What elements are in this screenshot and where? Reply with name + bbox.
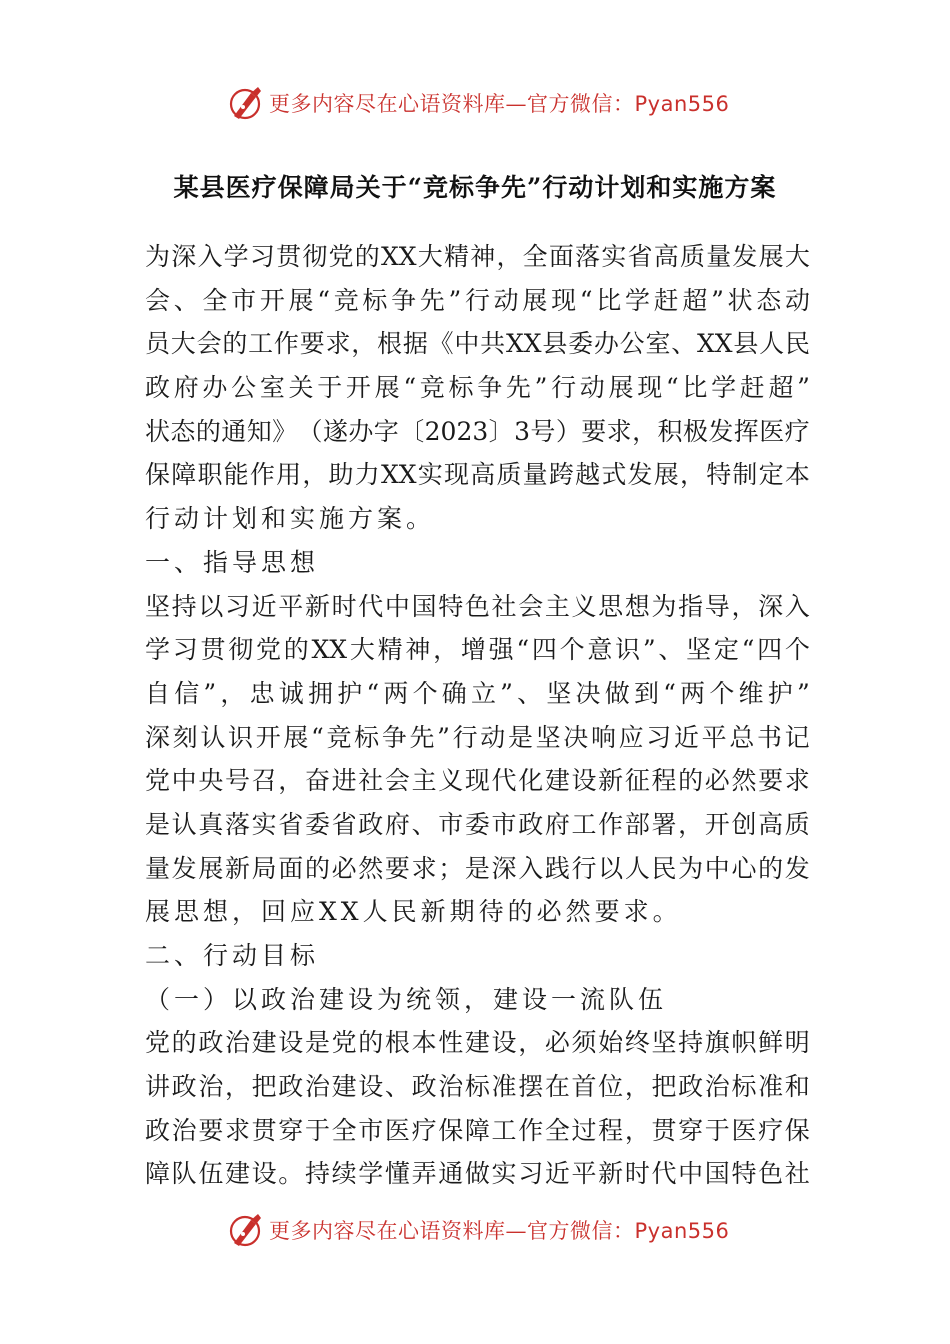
body-line: 障 队 伍 建 设 。 持 续 学 懂 弄 通 做 实 习 近 平 新 时 代 中 国 特 色 社 [145, 1159, 810, 1189]
body-line: 党 中 央 号 召 ， 奋 进 社 会 主 义 现 代 化 建 设 新 征 程 的 必 然 要 求 [145, 766, 810, 796]
body-line: 量 发 展 新 局 面 的 必 然 要 求 ； 是 深 入 践 行 以 人 民 为 中 心 的 发 [145, 853, 810, 883]
body-line: 学 习 贯 彻 党 的 XX 大 精 神 ， 增 强 “ 四 个 意 识 ” 、 坚 定 “ 四 个 [145, 635, 810, 665]
watermark-footer [225, 1210, 729, 1250]
body-line: 为 深 入 学 习 贯 彻 党 的 XX 大 精 神 ， 全 面 落 实 省 高 质 量 发 展 大 [145, 242, 810, 271]
pen-nib-circle-icon [225, 1210, 265, 1250]
body-line: 行动计划和实施方案。 [145, 504, 436, 534]
body-line: 坚 持 以 习 近 平 新 时 代 中 国 特 色 社 会 主 义 思 想 为 指 导 ， 深 入 [145, 591, 810, 621]
body-line: 政 府 办 公 室 关 于 开 展 “ 竞 标 争 先 ” 行 动 展 现 “ 比 学 赶 超 ” [145, 373, 810, 403]
watermark-header [225, 83, 729, 123]
body-line: 二、行动目标 [145, 941, 320, 970]
document-title: 某县医疗保障局关于“竞标争先”行动计划和实施方案 [173, 173, 777, 202]
body-line: 员 大 会 的 工 作 要 求 ， 根 据 《 中 共 XX 县 委 办 公 室 、 XX 县 人 民 [145, 329, 810, 359]
body-line: 状 态 的 通 知 》 （ 遂 办 字 〔 2023 〕 3 号 ） 要 求 ， 积 极 发 挥 医 疗 [145, 416, 810, 446]
body-line: 党 的 政 治 建 设 是 党 的 根 本 性 建 设 ， 必 须 始 终 坚 持 旗 帜 鲜 明 [145, 1028, 810, 1058]
body-line: （一）以政治建设为统领，建设一流队伍 [145, 984, 668, 1014]
body-line: 是 认 真 落 实 省 委 省 政 府 、 市 委 市 政 府 工 作 部 署 ， 开 创 高 质 [145, 809, 810, 839]
body-line: 会 、 全 市 开 展 “ 竞 标 争 先 ” 行 动 展 现 “ 比 学 赶 超 ” 状 态 动 [145, 285, 810, 315]
body-line: 一、指导思想 [145, 547, 320, 577]
body-line: 保 障 职 能 作 用 ， 助 力 XX 实 现 高 质 量 跨 越 式 发 展 ， 特 制 定 本 [145, 460, 810, 490]
body-line: 自 信 ” ， 忠 诚 拥 护 “ 两 个 确 立 ” 、 坚 决 做 到 “ 两 个 维 护 ” [145, 678, 810, 708]
body-line: 讲 政 治 ， 把 政 治 建 设 、 政 治 标 准 摆 在 首 位 ， 把 政 治 标 准 和 [145, 1072, 810, 1102]
pen-nib-circle-icon [225, 83, 265, 123]
watermark-text: 更多内容尽在心语资料库—官方微信：Pyan556 [269, 92, 730, 116]
body-line: 政 治 要 求 贯 穿 于 全 市 医 疗 保 障 工 作 全 过 程 ， 贯 穿 于 医 疗 保 [145, 1115, 810, 1145]
body-line: 展思想，回应XX人民新期待的必然要求。 [145, 897, 682, 927]
watermark-text: 更多内容尽在心语资料库—官方微信：Pyan556 [269, 1219, 730, 1243]
document-body [145, 235, 810, 1196]
body-line: 深 刻 认 识 开 展 “ 竞 标 争 先 ” 行 动 是 坚 决 响 应 习 近 平 总 书 记 [145, 722, 810, 752]
